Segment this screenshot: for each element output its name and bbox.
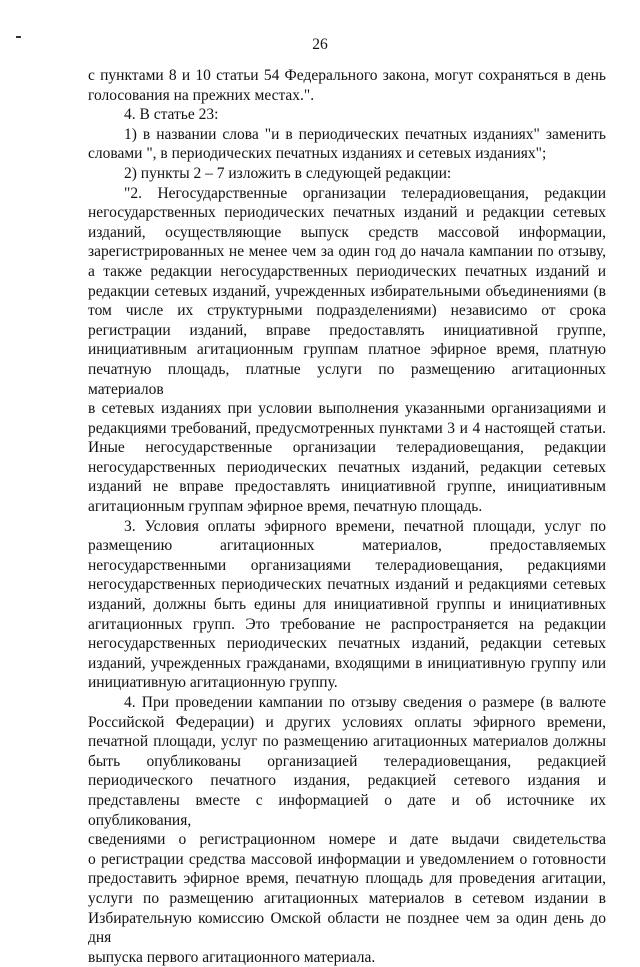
text-line: зарегистрированных не менее чем за один год до начала кампании по отзыву, bbox=[88, 243, 606, 261]
text-line: предоставить эфирное время, печатную площадь для проведения агитации, bbox=[88, 870, 606, 888]
text-line: негосударственными организациями телерадиовещания, редакциями bbox=[88, 556, 606, 574]
text-line: быть опубликованы организацией телерадиовещания, редакцией bbox=[88, 752, 606, 770]
text-line: печатной площади, услуг по размещению агитационных материалов должны bbox=[88, 733, 606, 751]
paragraph bbox=[88, 164, 606, 184]
text-line: агитационных групп. Это требование не распространяется на редакции bbox=[88, 615, 606, 633]
text-line: изданий, должны быть едины для инициативной группы и инициативных bbox=[88, 596, 606, 614]
text-line: редакции сетевых изданий, учрежденных избирательными объединениями (в bbox=[88, 282, 606, 300]
text-line: инициативную агитационную группу. bbox=[88, 674, 338, 692]
text-line: изданий не вправе предоставлять инициативной группе, инициативным bbox=[88, 478, 606, 496]
text-line: негосударственных периодических печатных изданий и редакции сетевых bbox=[88, 204, 606, 222]
paragraph bbox=[88, 66, 606, 105]
text-line: редакциями требований, предусмотренных пунктами 3 и 4 настоящей статьи. bbox=[88, 419, 606, 437]
text-line: периодического печатного издания, редакцией сетевого издания и bbox=[88, 772, 606, 790]
text-line: изданий, осуществляющие выпуск средств массовой информации, bbox=[88, 223, 606, 241]
text-line: Избирательную комиссию Омской области не позднее чем за один день до дня bbox=[88, 909, 606, 947]
text-line: негосударственных периодических печатных изданий и редакциями сетевых bbox=[88, 576, 606, 594]
text-line: а также редакции негосударственных периодических печатных изданий и bbox=[88, 262, 606, 280]
text-line: негосударственных периодических печатных изданий, редакции сетевых bbox=[88, 635, 606, 653]
text-line: агитационным группам эфирное время, печатную площадь. bbox=[88, 498, 483, 516]
text-line: размещению агитационных материалов, предоставляемых bbox=[88, 537, 606, 555]
paragraph bbox=[88, 693, 606, 967]
text-line: изданий, учрежденных гражданами, входящими в инициативную группу или bbox=[88, 654, 606, 672]
text-line: 1) в названии слова "и в периодических печатных изданиях" заменить bbox=[124, 125, 606, 143]
document-body bbox=[88, 66, 606, 967]
text-line: негосударственных периодических печатных изданий, редакции сетевых bbox=[88, 458, 606, 476]
text-line: в сетевых изданиях при условии выполнения указанными организациями и bbox=[88, 400, 606, 418]
page-number: 26 bbox=[312, 36, 328, 53]
text-line: 3. Условия оплаты эфирного времени, печатной площади, услуг по bbox=[124, 517, 606, 535]
text-line: с пунктами 8 и 10 статьи 54 Федерального закона, могут сохраняться в день bbox=[88, 67, 606, 84]
text-line: том числе их структурными подразделениями) независимо от срока bbox=[88, 302, 606, 320]
text-line: услуги по размещению агитационных материалов в сетевом издании в bbox=[88, 889, 606, 907]
text-line: печатную площадь, платные услуги по размещению агитационных материалов bbox=[88, 360, 606, 398]
text-line: представлены вместе с информацией о дате и об источнике их опубликования, bbox=[88, 791, 606, 829]
text-line: о регистрации средства массовой информации и уведомлением о готовности bbox=[88, 850, 606, 868]
text-line: Российской Федерации) и других условиях оплаты эфирного времени, bbox=[88, 713, 606, 731]
text-line: 2) пункты 2 – 7 изложить в следующей редакции: bbox=[124, 164, 452, 182]
paragraph bbox=[88, 125, 606, 164]
text-line: выпуска первого агитационного материала. bbox=[88, 948, 376, 966]
text-line: словами ", в периодических печатных изданиях и сетевых изданиях"; bbox=[88, 145, 547, 163]
text-line: Иные негосударственные организации телерадиовещания, редакции bbox=[88, 439, 606, 457]
paragraph bbox=[88, 105, 606, 125]
text-line: сведениями о регистрационном номере и дате выдачи свидетельства bbox=[88, 831, 606, 849]
paragraph bbox=[88, 184, 606, 517]
text-line: инициативным агитационным группам платное эфирное время, платную bbox=[88, 341, 606, 359]
text-line: голосования на прежних местах.". bbox=[88, 86, 315, 104]
text-line: 4. При проведении кампании по отзыву сведения о размере (в валюте bbox=[124, 694, 606, 711]
paragraph bbox=[88, 517, 606, 693]
text-line: регистрации изданий, вправе предоставлять инициативной группе, bbox=[88, 321, 606, 339]
text-line: 4. В статье 23: bbox=[124, 106, 219, 124]
text-line: "2. Негосударственные организации телерадиовещания, редакции bbox=[124, 184, 606, 202]
